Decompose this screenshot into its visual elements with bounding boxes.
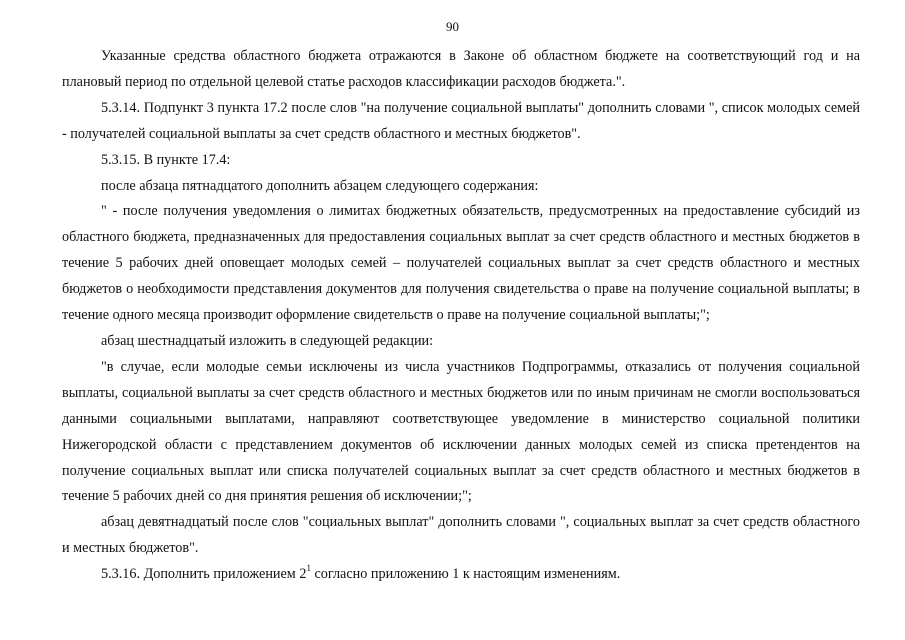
paragraph-budget-reflection: Указанные средства областного бюджета отражаются в Законе об областном бюджете на соответствующий год и на плановый период по отдельной целевой статье расходов классификации расходов бюджета.". [62,48,860,90]
document-body [62,44,860,588]
paragraph-nineteenth: абзац девятнадцатый после слов "социальных выплат" дополнить словами ", социальных выплат за счет средств областного и местных бюджетов". [62,514,860,557]
paragraph-5-3-15: 5.3.15. В пункте 17.4: [101,151,231,168]
paragraph-notification-quote: " - после получения уведомления о лимитах бюджетных обязательств, предусмотренных на предоставление субсидий из областного бюджета, предназначенных для предоставления социальных выплат за счет средств областного и местных бюджетов в течение 5 рабочих дней оповещает молодых семей – получателей социальных выплат за счет средств областного и местных бюджетов о необходимости представления документов для получения свидетельства о праве на получение социальной выплаты; в течение одного месяца производит оформление свидетельств о праве на получение социальной выплаты;"; [62,203,860,324]
paragraph-5-3-16 [62,562,860,588]
page-number: 90 [446,19,459,34]
paragraph-5-3-16-after: согласно приложению 1 к настоящим изменениям. [310,566,621,583]
paragraph-exclusion-quote: "в случае, если молодые семьи исключены из числа участников Подпрограммы, отказались от получения социальной выплаты, социальной выплаты за счет средств областного и местных бюджетов или по иным причинам не смогли воспользоваться данными социальными выплатами, направляют соответствующее уведомление в министерство социальной политики Нижегородской области с представлением документов об исключении данных молодых семей из списка претендентов на получение социальных выплат или списка получателей социальных выплат за счет средств областного и местных бюджетов в течение 5 рабочих дней со дня принятия решения об исключении;"; [62,358,860,505]
paragraph-after-fifteenth: после абзаца пятнадцатого дополнить абзацем следующего содержания: [101,177,539,194]
appendix-superscript: 1 [306,563,311,574]
paragraph-5-3-16-before: 5.3.16. Дополнить приложением 2 [101,566,307,583]
paragraph-sixteenth-intro: абзац шестнадцатый изложить в следующей редакции: [101,332,434,349]
paragraph-5-3-14: 5.3.14. Подпункт 3 пункта 17.2 после слов "на получение социальной выплаты" дополнить словами ", список молодых семей - получателей социальной выплаты за счет средств областного и местных бюджетов". [62,99,860,142]
